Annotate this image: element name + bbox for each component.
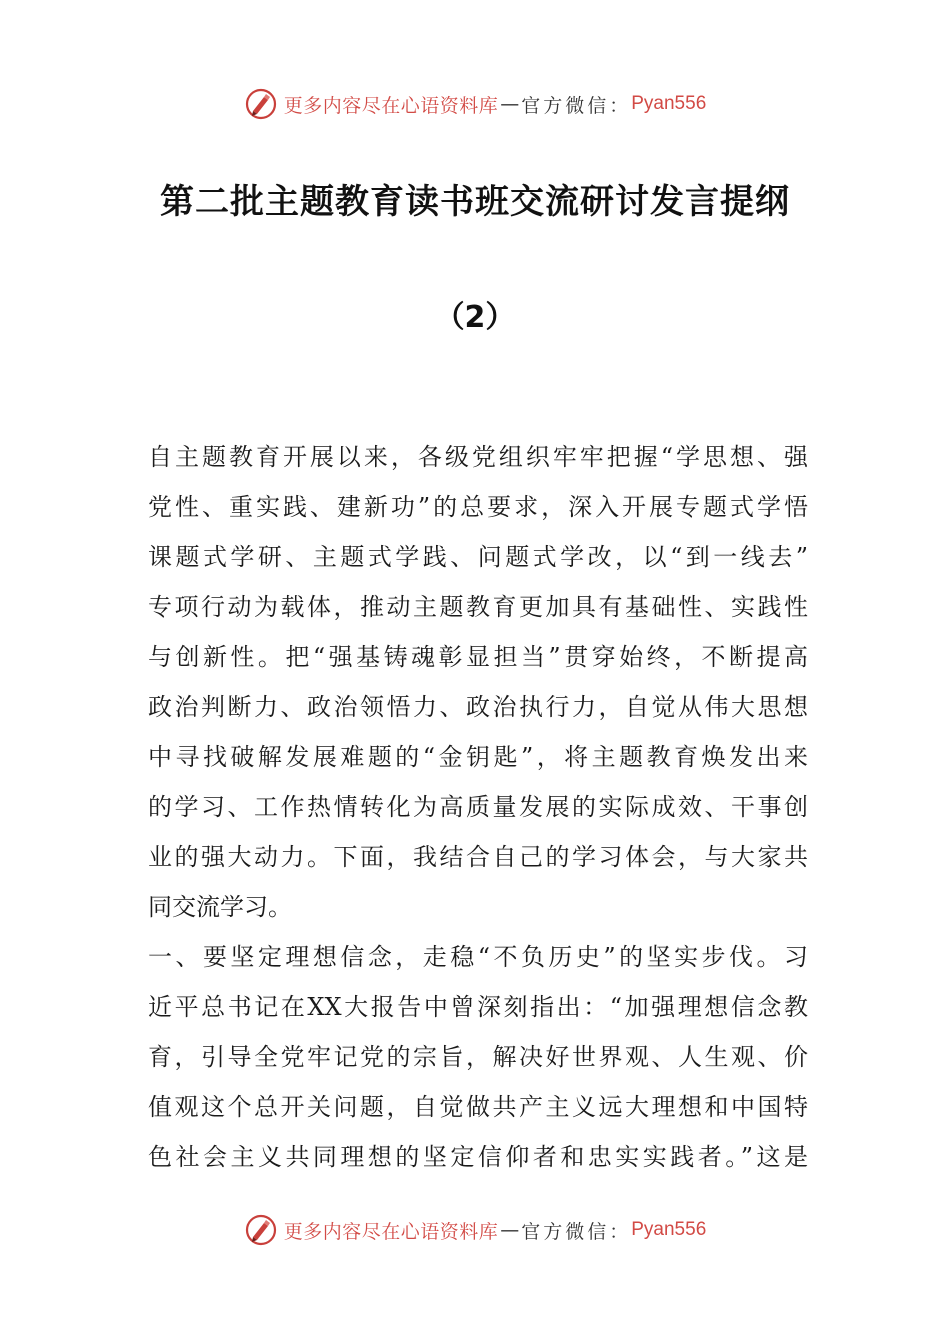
body-line: 业的强大动力。下面，我结合自己的学习体会，与大家共: [148, 843, 808, 871]
pen-logo-icon: [244, 1213, 278, 1247]
banner-separator: —: [500, 93, 520, 115]
body-line: 政治判断力、政治领悟力、政治执行力，自觉从伟大思想: [148, 693, 808, 721]
body-line: 专项行动为载体，推动主题教育更加具有基础性、实践性: [148, 593, 808, 621]
document-subtitle: （2）: [434, 300, 516, 335]
document-title: 第二批主题教育读书班交流研讨发言提纲: [160, 182, 790, 222]
footer-banner: [0, 1210, 950, 1250]
body-line: 自主题教育开展以来，各级党组织牢牢把握“学思想、强: [148, 443, 808, 471]
body-line: 同交流学习。: [148, 893, 292, 921]
body-line: 与创新性。把“强基铸魂彰显担当”贯穿始终，不断提高: [148, 643, 808, 671]
banner-separator: —: [500, 1219, 520, 1241]
banner-wechat-id: Pyan556: [631, 93, 707, 114]
banner-wechat-id: Pyan556: [631, 1219, 707, 1240]
body-line: 课题式学研、主题式学践、问题式学改，以“到一线去”: [148, 543, 808, 571]
body-line: 育，引导全党牢记党的宗旨，解决好世界观、人生观、价: [148, 1043, 808, 1071]
body-line: 的学习、工作热情转化为高质量发展的实际成效、干事创: [148, 793, 808, 821]
banner-label: 官方微信：: [521, 1220, 632, 1243]
banner-text: 更多内容尽在心语资料库: [283, 1220, 499, 1243]
body-line: 一、要坚定理想信念，走稳“不负历史”的坚实步伐。习: [148, 943, 808, 971]
banner-label: 官方微信：: [521, 94, 632, 117]
document-body: [148, 432, 808, 1182]
body-line: 中寻找破解发展难题的“金钥匙”，将主题教育焕发出来: [148, 743, 808, 771]
body-line: 党性、重实践、建新功”的总要求，深入开展专题式学悟: [148, 493, 808, 521]
pen-logo-icon: [244, 87, 278, 121]
header-banner: [0, 84, 950, 124]
body-line: 近平总书记在XX大报告中曾深刻指出：“加强理想信念教: [148, 993, 808, 1021]
body-line: 色社会主义共同理想的坚定信仰者和忠实实践者。”这是: [148, 1143, 808, 1171]
body-line: 值观这个总开关问题，自觉做共产主义远大理想和中国特: [148, 1093, 808, 1121]
banner-text: 更多内容尽在心语资料库: [283, 94, 499, 117]
